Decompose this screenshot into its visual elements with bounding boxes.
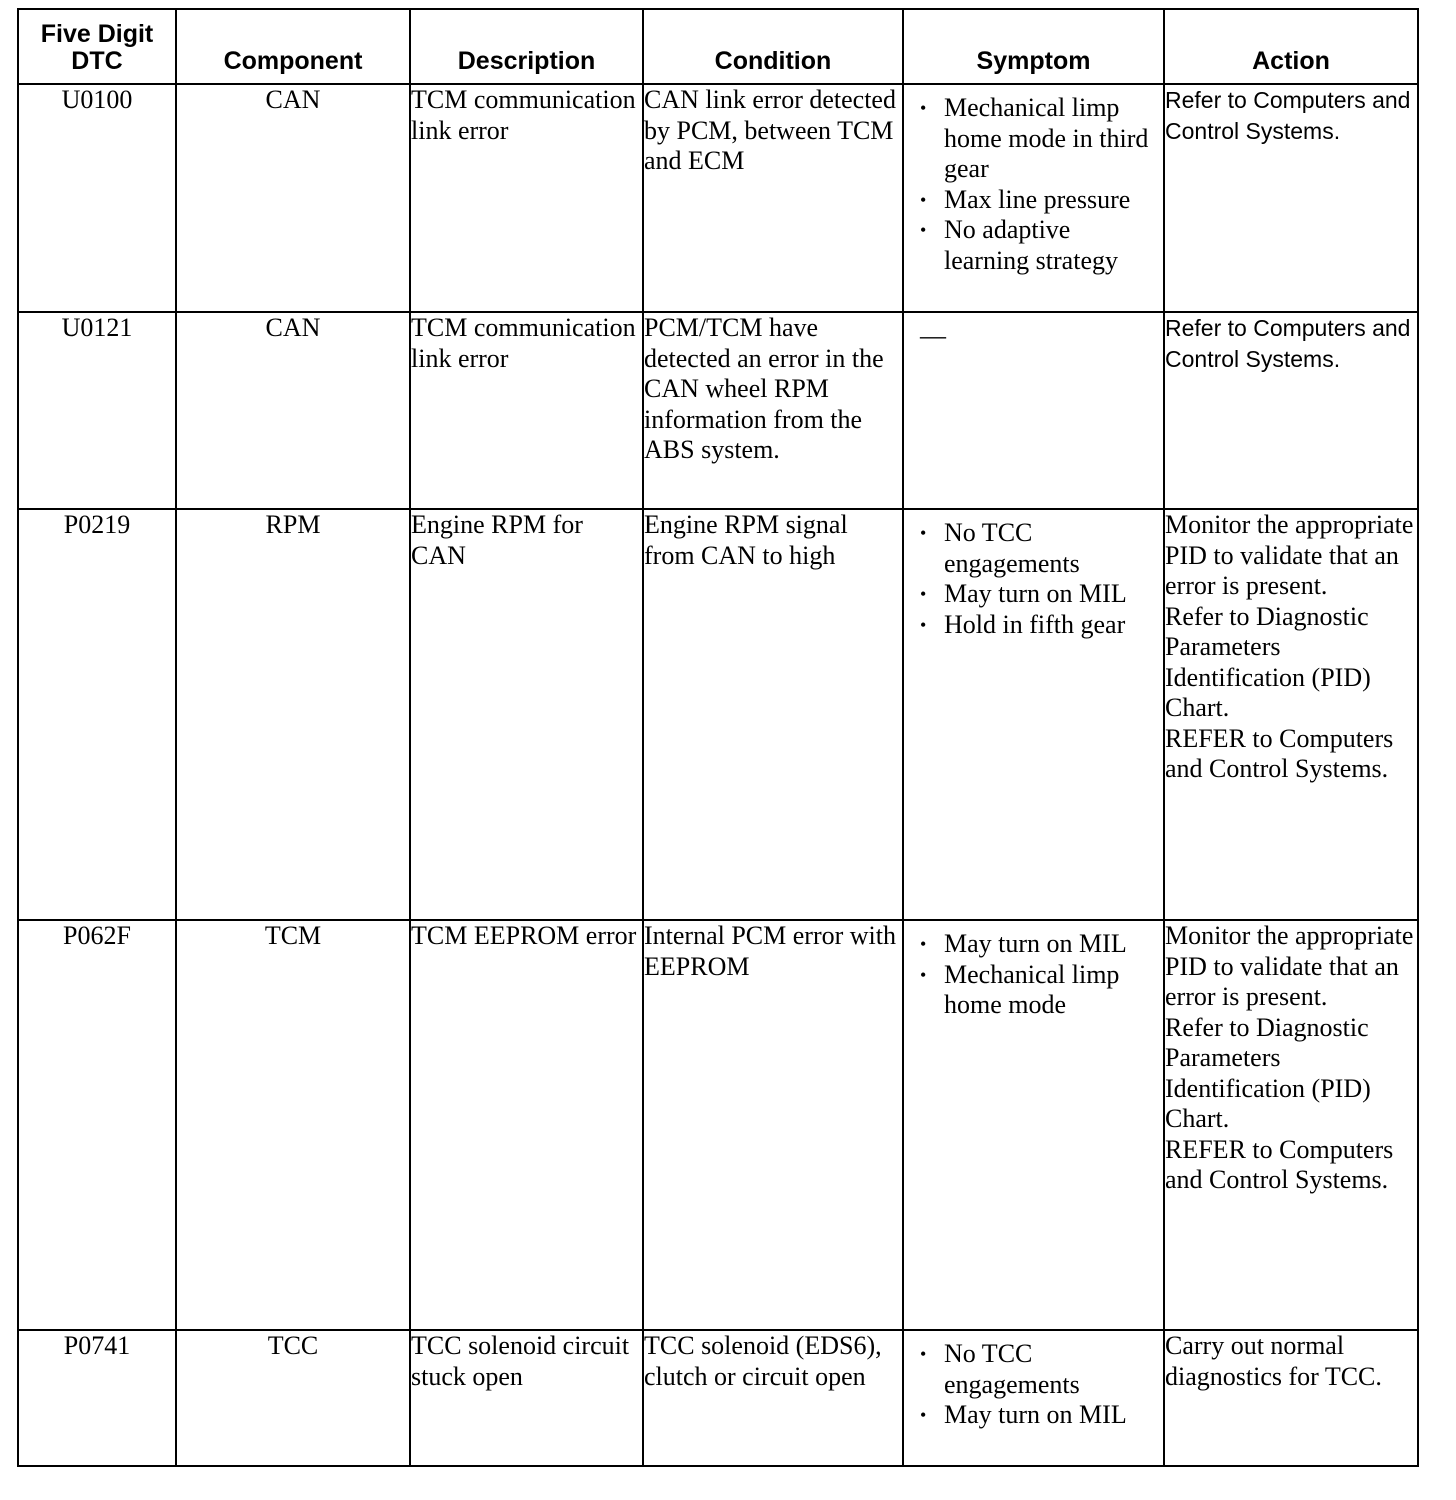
condition-cell: CAN link error detected by PCM, between TCM and ECM [643, 84, 903, 312]
symptom-item: • No adaptive learning strategy [920, 215, 1157, 276]
symptom-list [904, 1331, 1163, 1431]
header-component: Component [176, 9, 410, 84]
dtc-code: P062F [18, 920, 176, 1330]
description-cell: Engine RPM for CAN [410, 509, 643, 920]
action-cell [1164, 920, 1418, 1330]
symptom-list [904, 921, 1163, 1021]
table-row [18, 509, 1418, 920]
action-line: Monitor the appropriate PID to validate that an error is present. [1165, 921, 1414, 1011]
table-row [18, 312, 1418, 509]
symptom-list [904, 510, 1163, 640]
action-line: Refer to Diagnostic Parameters Identification (PID) Chart. [1165, 601, 1371, 722]
component-cell: TCC [176, 1330, 410, 1466]
action-cell: Refer to Computers and Control Systems. [1164, 312, 1418, 509]
action-line: REFER to Computers and Control Systems. [1165, 723, 1394, 783]
dtc-code: P0741 [18, 1330, 176, 1466]
component-cell: RPM [176, 509, 410, 920]
condition-cell: PCM/TCM have detected an error in the CAN wheel RPM information from the ABS system. [643, 312, 903, 509]
table-row [18, 1330, 1418, 1466]
header-condition: Condition [643, 9, 903, 84]
header-description: Description [410, 9, 643, 84]
symptom-item: • May turn on MIL [920, 579, 1157, 610]
symptom-item: • May turn on MIL [920, 929, 1157, 960]
header-row [18, 9, 1418, 84]
header-symptom: Symptom [903, 9, 1164, 84]
dtc-code: U0100 [18, 84, 176, 312]
description-cell: TCM communication link error [410, 84, 643, 312]
table-row [18, 84, 1418, 312]
component-cell: CAN [176, 312, 410, 509]
condition-cell: Internal PCM error with EEPROM [643, 920, 903, 1330]
action-line: Monitor the appropriate PID to validate that an error is present. [1165, 510, 1414, 600]
header-dtc: Five Digit DTC [18, 9, 176, 84]
symptom-cell [903, 312, 1164, 509]
component-cell: TCM [176, 920, 410, 1330]
symptom-item: • No TCC engagements [920, 1339, 1157, 1400]
table-row [18, 920, 1418, 1330]
symptom-cell [903, 84, 1164, 312]
symptom-cell [903, 1330, 1164, 1466]
symptom-item: • May turn on MIL [920, 1400, 1157, 1431]
symptom-cell [903, 509, 1164, 920]
dtc-table [17, 8, 1419, 1467]
action-cell [1164, 509, 1418, 920]
condition-cell: Engine RPM signal from CAN to high [643, 509, 903, 920]
dtc-code: P0219 [18, 509, 176, 920]
action-cell: Refer to Computers and Control Systems. [1164, 84, 1418, 312]
component-cell: CAN [176, 84, 410, 312]
action-line: REFER to Computers and Control Systems. [1165, 1134, 1394, 1194]
symptom-cell [903, 920, 1164, 1330]
header-action: Action [1164, 9, 1418, 84]
symptom-item: • No TCC engagements [920, 518, 1157, 579]
dtc-code: U0121 [18, 312, 176, 509]
symptom-dash: — [920, 321, 946, 350]
symptom-item: • Max line pressure [920, 185, 1157, 216]
condition-cell: TCC solenoid (EDS6), clutch or circuit open [643, 1330, 903, 1466]
action-line: Refer to Diagnostic Parameters Identification (PID) Chart. [1165, 1012, 1371, 1133]
action-cell: Carry out normal diagnostics for TCC. [1164, 1330, 1418, 1466]
symptom-item: • Mechanical limp home mode in third gear [920, 93, 1157, 185]
description-cell: TCC solenoid circuit stuck open [410, 1330, 643, 1466]
symptom-list [904, 85, 1163, 276]
description-cell: TCM communication link error [410, 312, 643, 509]
description-cell: TCM EEPROM error [410, 920, 643, 1330]
symptom-item: • Mechanical limp home mode [920, 960, 1157, 1021]
symptom-item: • Hold in fifth gear [920, 610, 1157, 641]
